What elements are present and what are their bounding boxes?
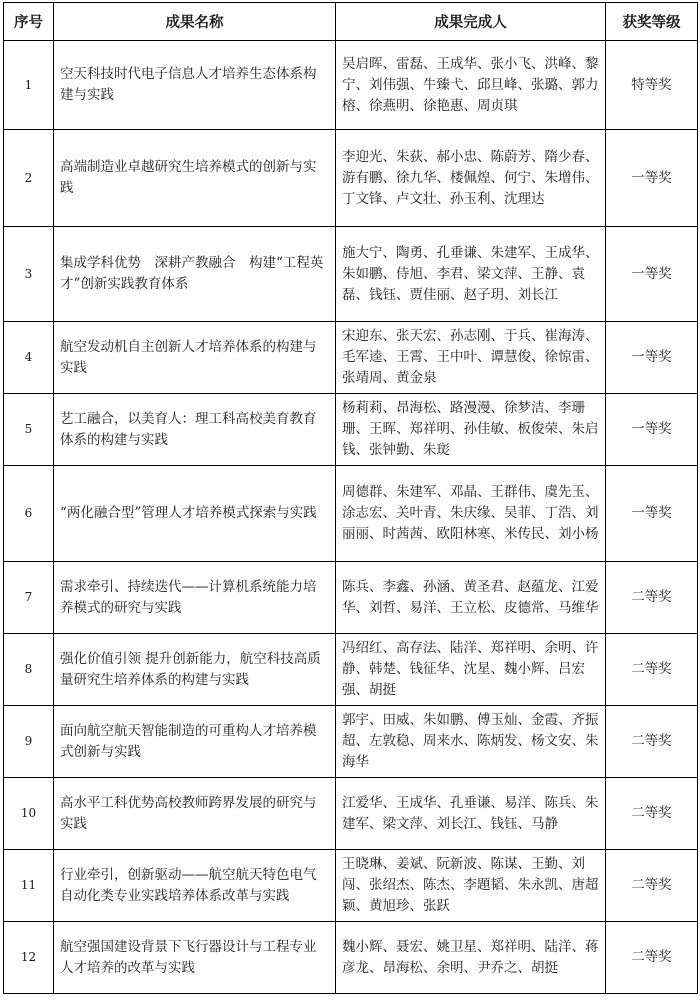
header-people: 成果完成人 [336,3,606,41]
row-number: 8 [4,634,54,706]
row-number: 1 [4,41,54,130]
achievement-name: 艺工融合，以美育人：理工科高校美育教育体系的构建与实践 [54,394,336,466]
achievement-name: 强化价值引领 提升创新能力，航空科技高质量研究生培养体系的构建与实践 [54,634,336,706]
table-row [4,41,698,130]
award-level: 二等奖 [606,562,698,634]
achievement-name: 高端制造业卓越研究生培养模式的创新与实践 [54,130,336,227]
table-row [4,466,698,562]
header-row [4,3,698,41]
achievement-people: 吴启晖、雷磊、王成华、张小飞、洪峰、黎宁、刘伟强、牛臻弋、邱旦峰、张璐、郭力榕、徐燕明、徐艳惠、周贞琪 [336,41,606,130]
table-row [4,922,698,994]
award-level: 一等奖 [606,227,698,322]
award-level: 二等奖 [606,850,698,922]
header-num: 序号 [4,3,54,41]
achievement-people: 冯绍红、高存法、陆洋、郑祥明、余明、许静、韩楚、钱征华、沈星、魏小辉、吕宏强、胡挺 [336,634,606,706]
row-number: 7 [4,562,54,634]
table-row [4,130,698,227]
achievement-name: 行业牵引，创新驱动——航空航天特色电气自动化类专业实践培养体系改革与实践 [54,850,336,922]
achievement-people: 施大宁、陶勇、孔垂谦、朱建军、王成华、朱如鹏、侍旭、李君、梁文萍、王静、袁磊、钱钰、贾佳丽、赵子玥、刘长江 [336,227,606,322]
award-level: 二等奖 [606,634,698,706]
awards-table [3,2,698,994]
header-name: 成果名称 [54,3,336,41]
award-level: 二等奖 [606,778,698,850]
header-award: 获奖等级 [606,3,698,41]
table-row [4,778,698,850]
row-number: 10 [4,778,54,850]
row-number: 9 [4,706,54,778]
row-number: 11 [4,850,54,922]
award-level: 二等奖 [606,706,698,778]
table-row [4,227,698,322]
achievement-name: 需求牵引、持续迭代——计算机系统能力培养模式的研究与实践 [54,562,336,634]
table-row [4,850,698,922]
achievement-people: 宋迎东、张天宏、孙志刚、于兵、崔海涛、毛军逵、王霄、王中叶、谭慧俊、徐惊雷、张靖周、黄金泉 [336,322,606,394]
achievement-people: 陈兵、李鑫、孙涵、黄圣君、赵蕴龙、江爱华、刘哲、易洋、王立松、皮德常、马维华 [336,562,606,634]
award-level: 一等奖 [606,322,698,394]
table-row [4,322,698,394]
achievement-people: 郭宇、田威、朱如鹏、傅玉灿、金霞、齐振超、左敦稳、周来水、陈炳发、杨文安、朱海华 [336,706,606,778]
achievement-name: “两化融合型”管理人才培养模式探索与实践 [54,466,336,562]
achievement-people: 李迎光、朱荻、郝小忠、陈蔚芳、隋少春、游有鹏、徐九华、楼佩煌、何宁、朱增伟、丁文锋、卢文壮、孙玉利、沈理达 [336,130,606,227]
achievement-people: 周德群、朱建军、邓晶、王群伟、虞先玉、涂志宏、关叶青、朱庆缘、吴菲、丁浩、刘丽丽、时茜茜、欧阳林寒、米传民、刘小杨 [336,466,606,562]
table-row [4,706,698,778]
achievement-name: 集成学科优势 深耕产教融合 构建“工程英才”创新实践教育体系 [54,227,336,322]
achievement-name: 航空发动机自主创新人才培养体系的构建与实践 [54,322,336,394]
row-number: 2 [4,130,54,227]
row-number: 5 [4,394,54,466]
award-level: 二等奖 [606,922,698,994]
award-level: 特等奖 [606,41,698,130]
row-number: 4 [4,322,54,394]
row-number: 3 [4,227,54,322]
award-level: 一等奖 [606,394,698,466]
achievement-people: 江爱华、王成华、孔垂谦、易洋、陈兵、朱建军、梁文萍、刘长江、钱钰、马静 [336,778,606,850]
achievement-people: 王晓琳、姜斌、阮新波、陈谋、王勤、刘闯、张绍杰、陈杰、李題韬、朱永凯、唐超颖、黄旭珍、张跃 [336,850,606,922]
achievement-name: 空天科技时代电子信息人才培养生态体系构建与实践 [54,41,336,130]
table-row [4,562,698,634]
award-level: 一等奖 [606,130,698,227]
row-number: 12 [4,922,54,994]
achievement-name: 面向航空航天智能制造的可重构人才培养模式创新与实践 [54,706,336,778]
achievement-people: 魏小辉、聂宏、姚卫星、郑祥明、陆洋、蒋彦龙、昂海松、余明、尹乔之、胡挺 [336,922,606,994]
achievement-people: 杨莉莉、昂海松、路漫漫、徐梦洁、李珊珊、王晖、郑祥明、孙佳敏、板俊荣、朱启钱、张钟勤、朱珳 [336,394,606,466]
table-row [4,634,698,706]
table-row [4,394,698,466]
row-number: 6 [4,466,54,562]
achievement-name: 航空强国建设背景下飞行器设计与工程专业人才培养的改革与实践 [54,922,336,994]
award-level: 一等奖 [606,466,698,562]
achievement-name: 高水平工科优势高校教师跨界发展的研究与实践 [54,778,336,850]
